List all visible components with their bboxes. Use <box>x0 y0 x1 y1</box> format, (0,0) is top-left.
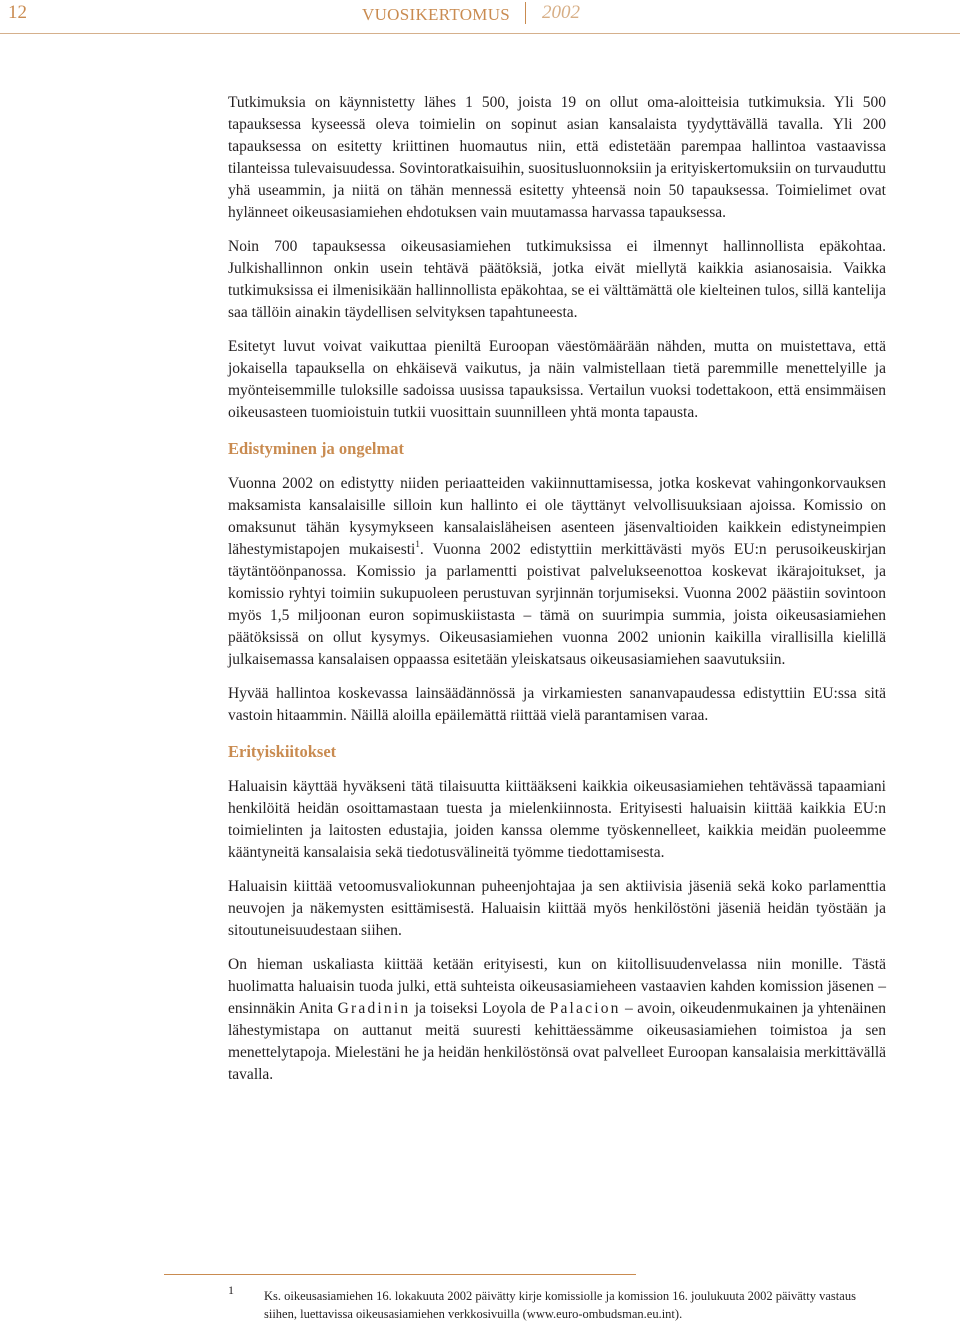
person-name-palacio: Palacion <box>549 1000 621 1017</box>
running-title: VUOSIKERTOMUS <box>362 5 511 24</box>
page-header <box>0 0 960 36</box>
footnote-rule <box>164 1274 636 1275</box>
progress-paragraph-2: Hyvää hallintoa koskevassa lainsäädännössä ja virkamiesten sananvapaudessa edistyttiin EU:ssa sitä vastoin hitaammin. Näillä aloilla epäilemättä riittää vielä parantamisen varaa. <box>228 685 886 724</box>
main-text <box>228 92 886 1098</box>
header-separator <box>525 2 526 24</box>
section-heading-thanks: Erityiskiitokset <box>228 742 337 761</box>
thanks-text-a: On hieman uskaliasta kiittää ketään erityisesti, kun on kiitollisuudenvelassa niin monille. Tästä huolimatta haluaisin tuoda julki, että suhteista oikeusasiamieheen vastaavien kahden komission jäsenen – ensinnäkin Anita <box>228 956 886 1017</box>
header-rule <box>0 33 960 34</box>
progress-text-a: Vuonna 2002 on edistytty niiden periaatteiden vakiinnuttamisessa, jotka koskevat vahingonkorvauksen maksamista kansalaisille silloin kun hallinto ei ole täyttänyt velvollisuuksiaan ajoissa. Komissio on omaksunut tähän kysymykseen kansalaisläheisen asenteen jäsenvaltioiden kaikkein edistyneimpien lähestymistapojen mukaisesti <box>228 475 886 558</box>
running-year: 2002 <box>542 2 580 23</box>
progress-text-b: . Vuonna 2002 edistyttiin merkittävästi myös EU:n perusoikeuskirjan täytäntöönpanossa. Komissio ja parlamentti poistivat palvelukseenottoa koskevat ikärajoitukset, ja komissio ryhtyi toimiin sukupuoleen perustuvan syrjinnän torjumiseksi. Vuonna 2002 päästiin sovintoon myös 1,5 miljoonan euron sopimuskiistasta – tämä on suurimpia summia, joista oikeusasiamiehen päätöksissä on ollut kysymys. Oikeusasiamiehen vuonna 2002 unionin kaikilla virallisilla kielillä julkaisemassa kansalaisen oppaassa esitetään yleiskatsaus oikeusasiamiehen saavutuksiin. <box>228 541 886 668</box>
thanks-paragraph-1: Haluaisin käyttää hyväkseni tätä tilaisuutta kiittääkseni kaikkia oikeusasiamiehen tehtävässä tapaamiani henkilöitä heidän osoittamastaan tuesta ja mielenkiinnosta. Erityisesti haluaisin kiittää kaikkia EU:n toimielinten ja laitosten edustajia, joiden kanssa olemme työskennelleet, kaikkia meidän puoleemme kääntyneitä kansalaisia sekä tiedotusvälineitä työmme tiedottamisesta. <box>228 778 886 861</box>
thanks-paragraph-3 <box>228 954 886 1086</box>
footnote-text: Ks. oikeusasiamiehen 16. lokakuuta 2002 päivätty kirje komissiolle ja komission 16. joulukuuta 2002 päivätty vastaus siihen, luettavissa oikeusasiamiehen verkkosivuilla (www.euro-ombudsman.eu.int). <box>264 1289 856 1321</box>
page-number: 12 <box>8 2 27 23</box>
thanks-paragraph-2: Haluaisin kiittää vetoomusvaliokunnan puheenjohtajaa ja sen aktiivisia jäseniä sekä koko parlamenttia neuvojen ja näkemysten esittämisestä. Haluaisin kiittää myös henkilöstöni jäseniä heidän työstään ja sitoutuneisuudestaan siihen. <box>228 878 886 939</box>
intro-paragraph-2: Noin 700 tapauksessa oikeusasiamiehen tutkimuksissa ei ilmennyt hallinnollista epäkohtaa. Julkishallinnon onkin usein tehtävä päätöksiä, jotka eivät miellytä kaikkia asianosaisia. Vaikka tutkimuksissa ei ilmenisikään hallinnollista epäkohtaa, se ei välttämättä ole kielteinen tulos, sillä kantelija saa tällöin ainakin täydellisen selvityksen tapahtuneesta. <box>228 238 886 321</box>
footnote-mark: 1 <box>228 1283 234 1297</box>
thanks-text-c: – avoin, oikeudenmukainen ja yhtenäinen lähestymistapa on auttanut meitä suuresti kehittäessämme oikeusasiamiehen toimistoa ja sen menettelytapoja. Mielestäni he ja heidän henkilöstönsä ovat palvelleet Euroopan kansalaisia merkittävällä tavalla. <box>228 1000 886 1083</box>
progress-paragraph-1 <box>228 473 886 671</box>
intro-paragraph-1: Tutkimuksia on käynnistetty lähes 1 500, joista 19 on ollut oma-aloitteisia tutkimuksia. Yli 500 tapauksessa kyseessä oleva toimielin on sopinut asian kansalaista tyydyttävällä tavalla. Yli 200 tapauksessa on esitetty kriittinen huomautus niin, että edistetään parempaa hallintoa vastaavissa tilanteissa tulevaisuudessa. Sovintoratkaisuihin, suositusluonnoksiin ja erityiskertomuksiin on turvauduttu yhä useammin, ja niitä on tähän mennessä esitetty yhteensä noin 50 tapauksessa. Toimielimet ovat hylänneet oikeusasiamiehen ehdotuksen vain muutamassa harvassa tapauksessa. <box>228 94 886 221</box>
footnote-reference[interactable]: 1 <box>415 538 420 549</box>
section-heading-progress: Edistyminen ja ongelmat <box>228 439 405 458</box>
person-name-gradin: Gradinin <box>337 1000 411 1017</box>
intro-paragraph-3: Esitetyt luvut voivat vaikuttaa pieniltä Euroopan väestömäärään nähden, mutta on muistettava, että jokaisella tapauksella on ehkäisevä vaikutus, ja näin valmistellaan tietä paremmille menettelyille ja myönteisemmille tuloksille sadoissa uusissa tapauksissa. Vertailun vuoksi todettakoon, että ensimmäisen oikeusasteen tuomioistuin tutkii vuosittain suunnilleen yhtä monta tapausta. <box>228 338 886 421</box>
thanks-text-b: ja toiseksi Loyola de <box>410 1000 550 1017</box>
